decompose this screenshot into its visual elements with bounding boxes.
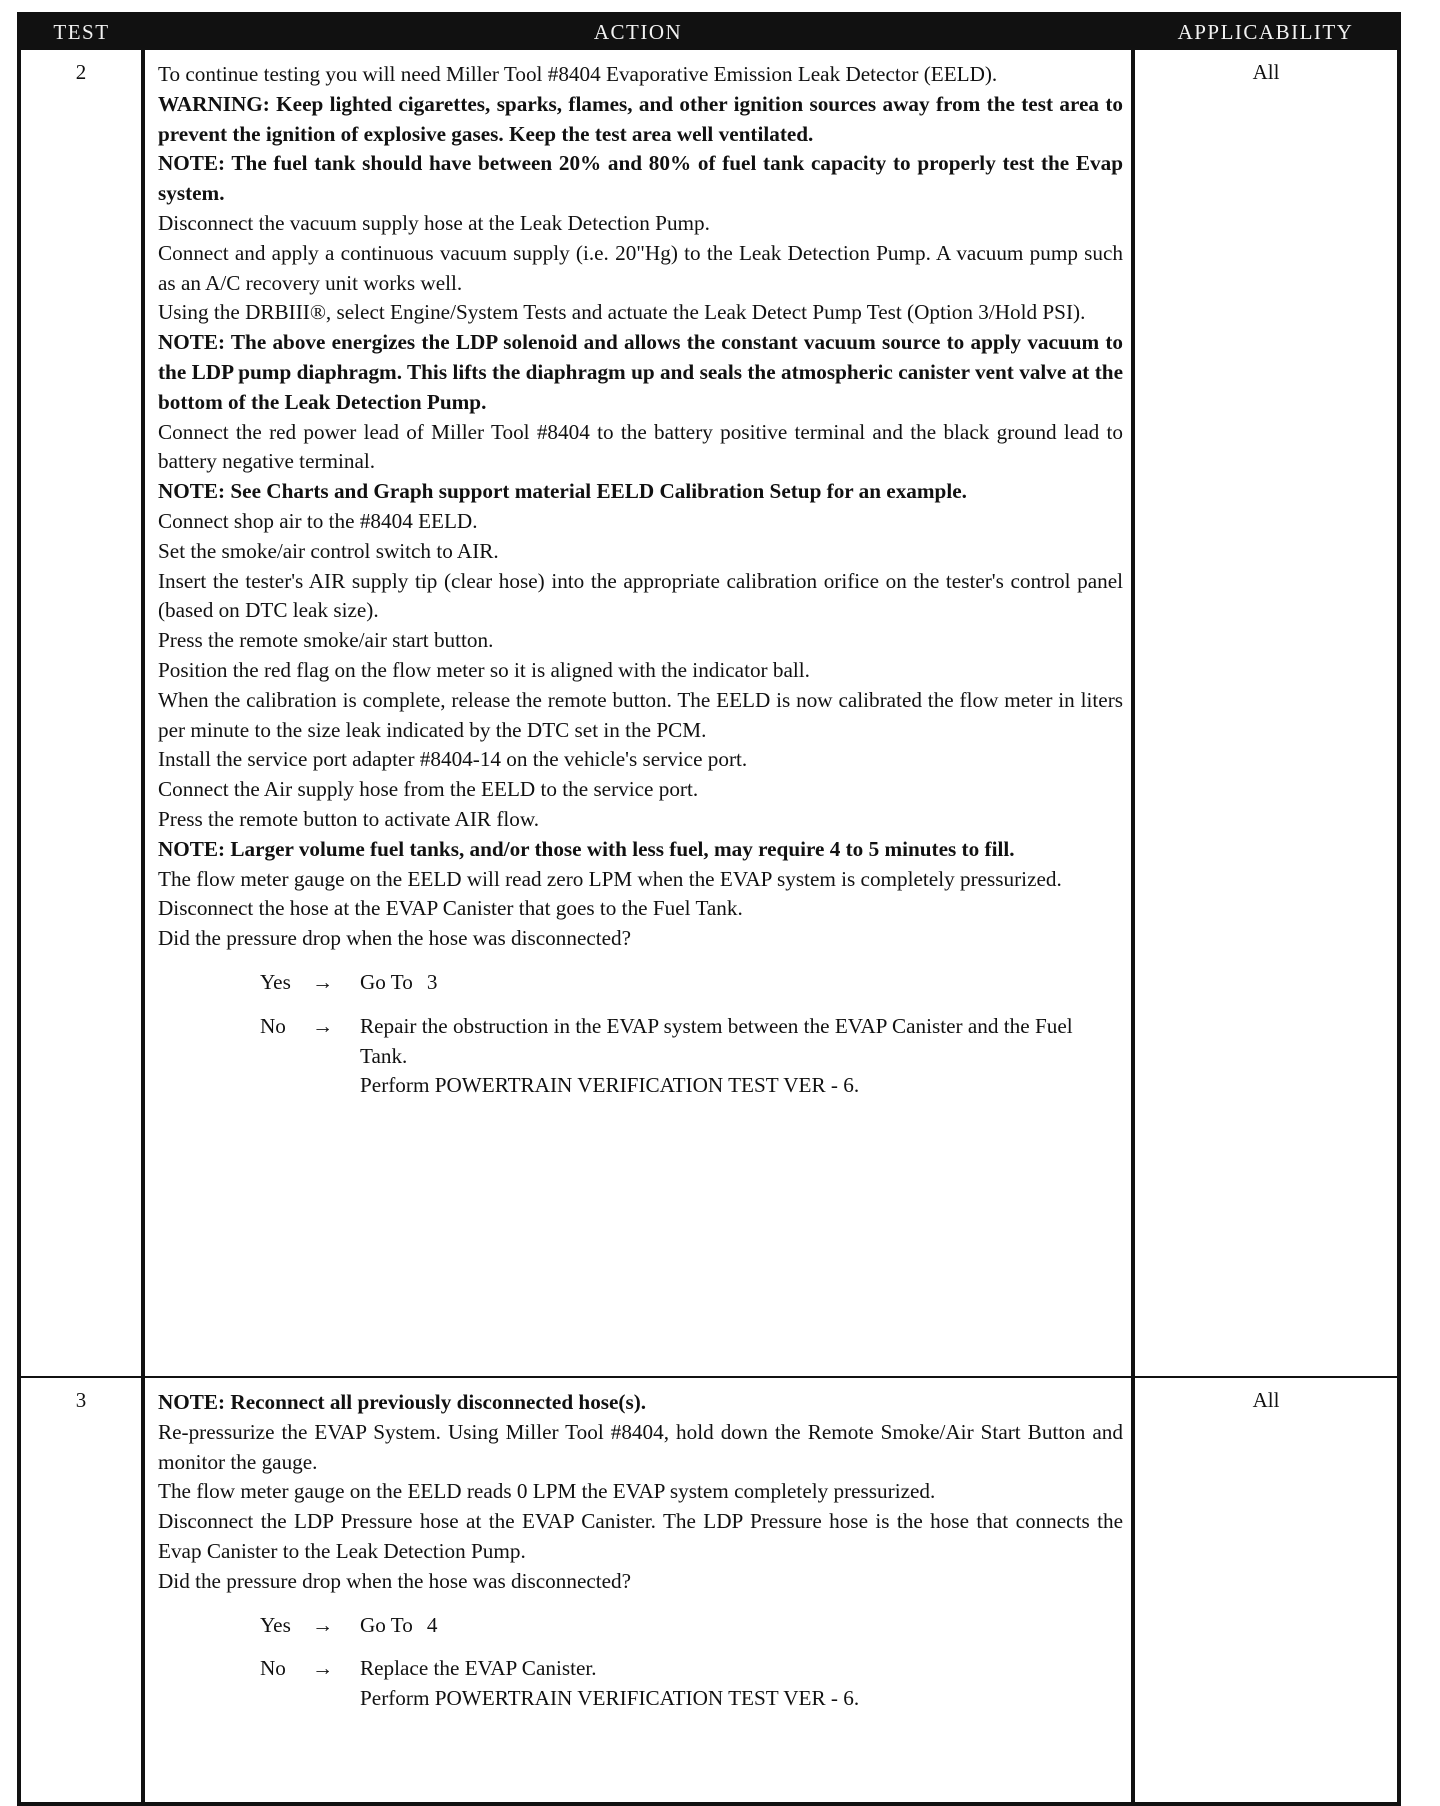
instruction-line: When the calibration is complete, release the remote button. The EELD is now calibrated the flow meter in liters per minute to the size leak indicated by the DTC set in the PCM. <box>158 687 1123 742</box>
action-lines <box>158 1388 1123 1597</box>
diagnostic-test-table <box>17 12 1401 1806</box>
answer-choices <box>158 968 1123 1101</box>
instruction-line: Disconnect the vacuum supply hose at the Leak Detection Pump. <box>158 210 710 235</box>
choice-row <box>158 968 1123 998</box>
instruction-line: Position the red flag on the flow meter so it is aligned with the indicator ball. <box>158 657 810 682</box>
goto-test-number: 4 <box>426 1612 438 1637</box>
choice-result <box>360 1654 1123 1714</box>
right-arrow-icon: → <box>312 1656 334 1681</box>
instruction-line: To continue testing you will need Miller Tool #8404 Evaporative Emission Leak Detector (EELD). <box>158 62 998 86</box>
goto-test-number: 3 <box>426 969 438 994</box>
note-line: NOTE: The above energizes the LDP solenoid and allows the constant vacuum source to apply vacuum to the LDP pump diaphragm. This lifts the diaphragm up and seals the atmospheric canister vent valve at the bottom of the Leak Detection Pump. <box>158 330 1123 414</box>
instruction-line: Re-pressurize the EVAP System. Using Miller Tool #8404, hold down the Remote Smoke/Air Start Button and monitor the gauge. <box>158 1419 1123 1474</box>
instruction-line: Connect the red power lead of Miller Tool #8404 to the battery positive terminal and the black ground lead to battery negative terminal. <box>158 419 1123 474</box>
instruction-line: The flow meter gauge on the EELD will read zero LPM when the EVAP system is completely pressurized. <box>158 866 1062 891</box>
result-line <box>360 968 1123 998</box>
instruction-line: Using the DRBIII®, select Engine/System Tests and actuate the Leak Detect Pump Test (Option 3/Hold PSI). <box>158 300 1086 325</box>
answer-choices <box>158 1611 1123 1714</box>
instruction-line: Disconnect the hose at the EVAP Canister that goes to the Fuel Tank. <box>158 896 743 921</box>
choice-result <box>360 1012 1123 1101</box>
test-number: 2 <box>19 49 143 1377</box>
result-line <box>360 1611 1123 1641</box>
choice-row <box>158 1611 1123 1641</box>
result-line <box>360 1654 1123 1684</box>
result-line <box>360 1071 1123 1101</box>
instruction-line: Insert the tester's AIR supply tip (clear hose) into the appropriate calibration orifice on the tester's control panel (based on DTC leak size). <box>158 568 1123 623</box>
result-text: Repair the obstruction in the EVAP system between the EVAP Canister and the Fuel Tank. <box>360 1013 1073 1068</box>
applicability-value: All <box>1133 49 1399 1377</box>
instruction-line: The flow meter gauge on the EELD reads 0 LPM the EVAP system completely pressurized. <box>158 1479 936 1504</box>
right-arrow-icon: → <box>312 969 334 994</box>
choice-answer: No <box>260 1013 286 1038</box>
instruction-line: Did the pressure drop when the hose was disconnected? <box>158 926 632 951</box>
choice-result <box>360 968 1123 998</box>
header-test: TEST <box>19 14 143 49</box>
instruction-line: Connect and apply a continuous vacuum supply (i.e. 20"Hg) to the Leak Detection Pump. A vacuum pump such as an A/C recovery unit works well. <box>158 240 1123 295</box>
header-applicability: APPLICABILITY <box>1133 14 1399 49</box>
instruction-line: Connect shop air to the #8404 EELD. <box>158 508 478 533</box>
choice-answer: Yes <box>260 969 291 994</box>
result-line <box>360 1684 1123 1714</box>
instruction-line: Connect the Air supply hose from the EELD to the service port. <box>158 777 699 802</box>
result-text: Perform POWERTRAIN VERIFICATION TEST VER - 6. <box>360 1686 860 1711</box>
result-text: Go To <box>360 969 413 994</box>
result-text: Replace the EVAP Canister. <box>360 1656 597 1681</box>
header-action: ACTION <box>143 14 1133 49</box>
action-cell <box>143 1377 1133 1804</box>
choice-row <box>158 1012 1123 1101</box>
instruction-line: Set the smoke/air control switch to AIR. <box>158 538 499 563</box>
result-text: Perform POWERTRAIN VERIFICATION TEST VER - 6. <box>360 1073 860 1098</box>
note-line: NOTE: The fuel tank should have between 20% and 80% of fuel tank capacity to properly test the Evap system. <box>158 151 1123 206</box>
note-line: NOTE: Reconnect all previously disconnected hose(s). <box>158 1390 647 1414</box>
choice-result <box>360 1611 1123 1641</box>
test-row <box>19 1377 1399 1804</box>
instruction-line: Did the pressure drop when the hose was disconnected? <box>158 1568 632 1593</box>
instruction-line: Press the remote button to activate AIR flow. <box>158 806 540 831</box>
instruction-line: Install the service port adapter #8404-14 on the vehicle's service port. <box>158 747 748 772</box>
test-row <box>19 49 1399 1377</box>
note-line: NOTE: Larger volume fuel tanks, and/or those with less fuel, may require 4 to 5 minutes to fill. <box>158 836 1015 861</box>
result-line <box>360 1012 1123 1072</box>
applicability-value: All <box>1133 1377 1399 1804</box>
note-line: NOTE: See Charts and Graph support material EELD Calibration Setup for an example. <box>158 479 967 504</box>
right-arrow-icon: → <box>312 1013 334 1038</box>
choice-row <box>158 1654 1123 1714</box>
table-header-row <box>19 14 1399 49</box>
instruction-line: Disconnect the LDP Pressure hose at the EVAP Canister. The LDP Pressure hose is the hose that connects the Evap Canister to the Leak Detection Pump. <box>158 1509 1123 1563</box>
action-cell <box>143 49 1133 1377</box>
result-text: Go To <box>360 1612 413 1637</box>
choice-answer: Yes <box>260 1612 291 1637</box>
note-line: WARNING: Keep lighted cigarettes, sparks, flames, and other ignition sources away from the test area to prevent the ignition of explosive gases. Keep the test area well ventilated. <box>158 91 1123 146</box>
right-arrow-icon: → <box>312 1612 334 1637</box>
test-number: 3 <box>19 1377 143 1804</box>
instruction-line: Press the remote smoke/air start button. <box>158 628 494 653</box>
choice-answer: No <box>260 1656 286 1681</box>
action-lines <box>158 60 1123 954</box>
